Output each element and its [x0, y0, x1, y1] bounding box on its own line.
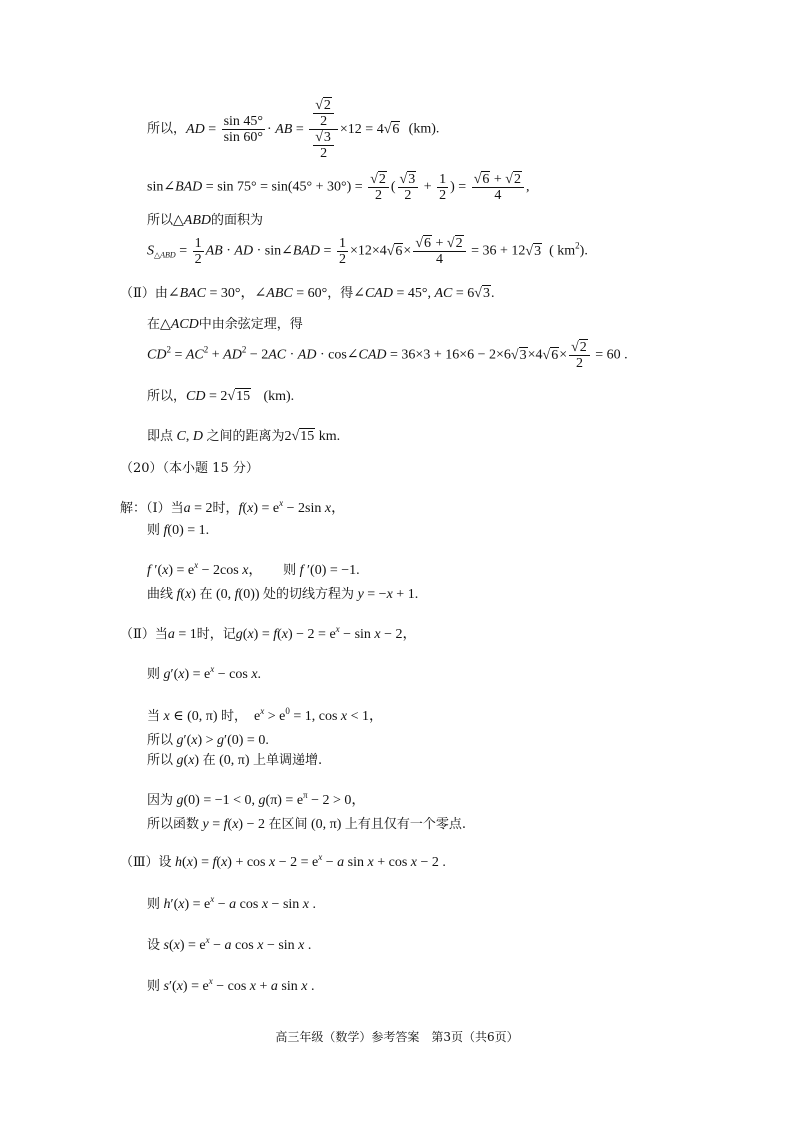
line-hprime: 则 $h'(x) = e^x - a$ cos x − sin x . — [147, 894, 316, 912]
line-cosine-law-intro: 在△ACD中由余弦定理，得 — [147, 317, 303, 332]
line-distance-conclusion: 即点 C, D 之间的距离为2√15 km. — [147, 429, 341, 444]
line-area-intro: 所以△ABD的面积为 — [147, 213, 264, 228]
formula-ad: AD = $\frac{\sin 45^\circ}{\sin 60^\circ}$ · AB = $\frac{\frac{√2}{2}}{\frac{√3}{2}}$ ×12 = 4√6 — [186, 98, 400, 161]
line-part2-given: （Ⅱ）由∠BAC = 30°，∠ABC = 60°，得∠CAD = 45°, AC = 6√3. — [120, 286, 495, 301]
line-ad-value: 所以，AD = $\frac{\sin 45^\circ}{\sin 60^\circ}$ · AB = $\frac{\frac{√2}{2}}{\frac{√3}{2}}$ ×12 = 4√6 (km). — [147, 98, 440, 161]
problem-20-header: （20）（本小题 15 分） — [120, 461, 259, 476]
line-sin-bad: sin∠BAD = sin 75° = sin(45° + 30°) = $\frac{√2}{2}$ ( $\frac{√3}{2}$ + $\frac{1}{2}$ ) = $\frac{√6 + √2}{4}$ , — [147, 172, 530, 203]
line-define-s: 设 $s(x) = e^x - a$ cos x − sin x . — [147, 935, 312, 953]
line-part1-given: 解：（Ⅰ）当a = 2时，$f(x) = e^x - 2\sin$ x， — [120, 498, 346, 516]
page-footer: 高三年级（数学）参考答案 第3页（共6页） — [275, 1030, 519, 1044]
line-fprime: f $'(x) = e^x - 2\cos$ x， 则 f ′(0) = −1. — [147, 560, 360, 578]
line-g-increasing: 所以 g(x) 在 (0, π) 上单调递增. — [147, 753, 323, 768]
line-area-formula: $S_{\triangle ABD}$ = $\frac{1}{2}$ AB · AD · sin∠BAD = $\frac{1}{2}$ ×12×4√6× $\frac{√6 + √2}{4}$ = 36 + 12√3 ( $km^2$). — [147, 236, 588, 267]
line-tangent: 曲线 f(x) 在 (0, f(0)) 处的切线方程为 y = −x + 1. — [147, 587, 419, 602]
line-part2-define-g: （Ⅱ）当a = 1时，记$g(x) = f(x) - 2 = e^x - \sin x - 2$， — [120, 624, 417, 642]
line-cd-value: 所以，CD = 2√15 (km). — [147, 389, 295, 404]
line-g-endpoints: 因为 g(0) = −1 < 0, $g(\pi) = e^\pi - 2 > 0$， — [147, 790, 366, 808]
line-part3-define-h: （Ⅲ）设 $h(x) = f(x) + \cos x - 2 = e^x - a$ sin x + cos x − 2 . — [120, 852, 446, 870]
line-sprime: 则 $s'(x) = e^x - \cos x + a$ sin x . — [147, 976, 315, 994]
line-gprime: 则 $g'(x) = e^x - \cos x$. — [147, 664, 262, 682]
line-unique-zero: 所以函数 y = f(x) − 2 在区间 (0, π) 上有且仅有一个零点. — [147, 817, 467, 832]
line-interval-condition: 当 x ∈ (0, π) 时， $e^x > e^0 = 1$, cos x < 1， — [147, 706, 384, 724]
line-f0: 则 f(0) = 1. — [147, 523, 210, 538]
line-gprime-positive: 所以 g′(x) > g′(0) = 0. — [147, 733, 269, 748]
line-cd-squared: $CD^2 = AC^2 + AD^2 - 2AC$ · AD · cos∠CAD = 36×3 + 16×6 − 2×6√3×4√6× $\frac{√2}{2}$ = 60 . — [147, 340, 628, 371]
